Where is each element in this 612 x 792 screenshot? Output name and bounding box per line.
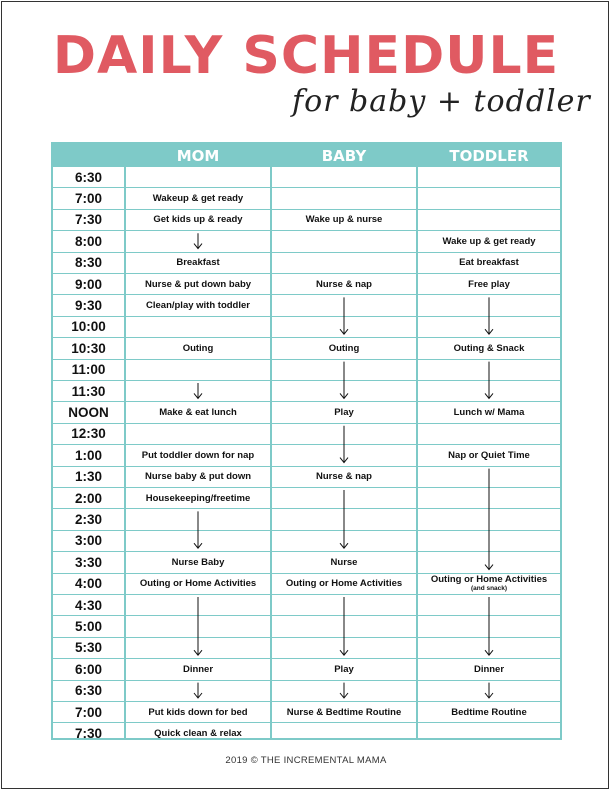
toddler-cell: Dinner [473,663,505,675]
mom-cell: Put toddler down for nap [141,449,255,461]
down-arrow-icon [340,490,348,548]
time-cell: 9:00 [74,276,103,292]
time-cell: 4:30 [74,597,103,613]
toddler-cell: Eat breakfast [459,257,519,269]
down-arrow-icon [194,233,202,248]
down-arrow-icon [485,469,493,570]
time-cell: 11:30 [71,383,106,399]
mom-cell: Housekeeping/freetime [145,492,251,504]
time-cell: 8:30 [74,255,103,271]
time-cell: 6:30 [74,169,103,185]
column-header-mom: MOM [176,147,220,165]
time-cell: 5:30 [74,640,103,656]
time-cell: 7:30 [74,212,103,228]
time-cell: 7:30 [74,726,103,742]
baby-cell: Outing [328,342,360,354]
mom-cell: Nurse baby & put down [144,471,252,483]
time-cell: 5:00 [74,619,103,635]
baby-cell: Outing or Home Activities [285,578,403,590]
footer-copyright: 2019 © THE INCREMENTAL MAMA [225,755,387,766]
page-title: DAILY SCHEDULE [52,26,560,86]
time-cell: NOON [68,405,109,421]
baby-cell: Play [334,407,354,419]
time-cell: 3:30 [74,554,103,570]
time-cell: 11:00 [71,362,106,378]
column-header-baby: BABY [321,147,367,165]
down-arrow-icon [194,597,202,655]
baby-cell: Wake up & nurse [305,214,383,226]
mom-cell: Outing [182,342,214,354]
toddler-cell: Free play [468,278,510,290]
time-cell: 6:30 [74,683,103,699]
down-arrow-icon [340,426,348,463]
time-cell: 1:30 [74,469,103,485]
time-cell: 4:00 [74,576,103,592]
mom-cell: Outing or Home Activities [139,578,257,590]
down-arrow-icon [485,297,493,334]
down-arrow-icon [340,362,348,399]
baby-cell: Nurse [330,556,358,568]
mom-cell: Breakfast [176,257,220,269]
mom-cell: Wakeup & get ready [152,193,244,205]
toddler-cell: Wake up & get ready [442,235,536,247]
time-cell: 6:00 [74,661,103,677]
down-arrow-icon [340,597,348,655]
toddler-cell: Outing or Home Activities (and snack) [430,574,548,593]
time-cell: 10:30 [71,340,106,356]
arrow-layer [53,144,560,738]
time-cell: 7:00 [74,704,103,720]
down-arrow-icon [485,362,493,399]
time-cell: 1:00 [74,447,103,463]
down-arrow-icon [194,383,202,398]
time-cell: 7:00 [74,191,103,207]
time-cell: 10:00 [71,319,106,335]
mom-cell: Put kids down for bed [148,706,248,718]
mom-cell: Quick clean & relax [154,728,242,740]
column-header-toddler: TODDLER [449,147,529,165]
mom-cell: Make & eat lunch [159,407,237,419]
toddler-cell: Lunch w/ Mama [453,407,525,419]
toddler-note: (and snack) [470,585,508,593]
time-cell: 3:00 [74,533,103,549]
time-cell: 12:30 [71,426,106,442]
time-cell: 8:00 [74,233,103,249]
mom-cell: Nurse Baby [171,556,225,568]
mom-cell: Clean/play with toddler [146,300,250,312]
time-cell: 2:00 [74,490,103,506]
down-arrow-icon [194,511,202,548]
toddler-cell: Nap or Quiet Time [448,449,530,461]
down-arrow-icon [340,297,348,334]
toddler-cell: Bedtime Routine [451,706,527,718]
toddler-cell: Outing & Snack [453,342,525,354]
schedule-table [51,142,562,740]
mom-cell: Get kids up & ready [153,214,243,226]
baby-cell: Nurse & nap [316,471,372,483]
down-arrow-icon [485,683,493,698]
page-subtitle: for baby + toddler [292,84,591,119]
time-cell: 2:30 [74,512,103,528]
baby-cell: Nurse & Bedtime Routine [286,706,402,718]
down-arrow-icon [194,683,202,698]
time-cell: 9:30 [74,298,103,314]
down-arrow-icon [485,597,493,655]
baby-cell: Nurse & nap [316,278,372,290]
down-arrow-icon [340,683,348,698]
mom-cell: Nurse & put down baby [144,278,252,290]
baby-cell: Play [334,663,354,675]
mom-cell: Dinner [182,663,214,675]
